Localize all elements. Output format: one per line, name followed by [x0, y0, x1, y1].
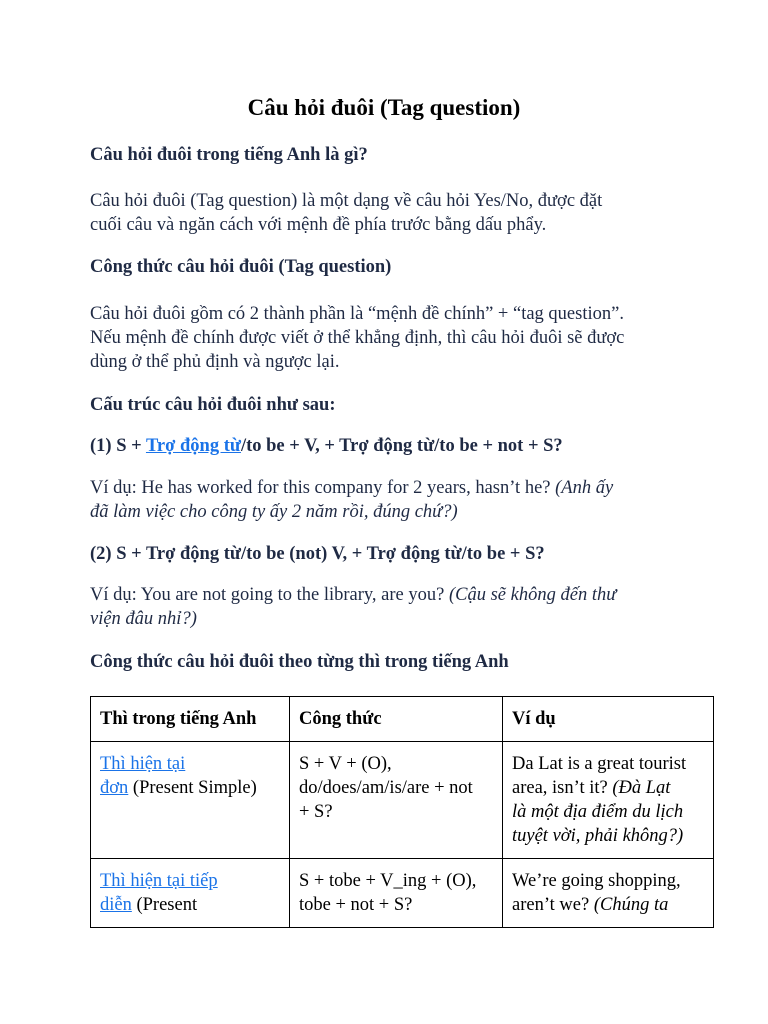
present-continuous-link-part-1: Thì hiện tại tiếp	[100, 871, 218, 891]
structure-2: (2) S + Trợ động từ/to be (not) V, + Trợ động từ/to be + S?	[90, 544, 545, 564]
header-formula: Công thức	[290, 697, 503, 742]
paragraph-formula	[90, 302, 690, 374]
example-2-translation-part-2: viện đâu nhỉ?)	[90, 609, 197, 629]
paragraph-what-is-line-1: Câu hỏi đuôi (Tag question) là một dạng về câu hỏi Yes/No, được đặt	[90, 191, 603, 211]
tense-english-name: (Present Simple)	[128, 778, 257, 798]
example-line: area, isn’t it?	[512, 778, 613, 798]
formula-line: do/does/am/is/are + not	[299, 778, 473, 798]
table-header-row	[91, 697, 714, 742]
present-continuous-link-part-2: diễn	[100, 895, 132, 915]
example-2-translation-part-1: (Cậu sẽ không đến thư	[448, 585, 617, 605]
tense-english-name: (Present	[131, 895, 198, 915]
example-translation: tuyệt vời, phải không?)	[512, 826, 684, 846]
cell-example	[503, 742, 714, 859]
example-line: We’re going shopping,	[512, 871, 681, 891]
table-row	[91, 742, 714, 859]
paragraph-what-is	[90, 189, 690, 237]
example-line: Da Lat is a great tourist	[512, 754, 687, 774]
structure-1	[90, 434, 690, 458]
heading-structure: Cấu trúc câu hỏi đuôi như sau:	[90, 395, 336, 415]
header-example: Ví dụ	[503, 697, 714, 742]
example-translation: là một địa điểm du lịch	[512, 802, 684, 822]
present-simple-link-part-2: đơn	[100, 778, 129, 798]
example-2-text: Ví dụ: You are not going to the library, are you?	[90, 585, 449, 605]
example-translation: (Chúng ta	[593, 895, 669, 915]
cell-example	[503, 859, 714, 928]
example-1-translation-part-1: (Anh ấy	[555, 478, 614, 498]
cell-formula	[290, 859, 503, 928]
formula-line: + S?	[299, 802, 333, 822]
paragraph-formula-line-3: dùng ở thể phủ định và ngược lại.	[90, 352, 340, 372]
structure-1-suffix: /to be + V, + Trợ động từ/to be + not + S?	[240, 436, 563, 456]
example-1-text: Ví dụ: He has worked for this company for 2 years, hasn’t he?	[90, 478, 556, 498]
tense-table	[90, 696, 714, 928]
structure-1-prefix: (1) S +	[90, 436, 146, 456]
table-row	[91, 859, 714, 928]
example-translation: (Đà Lạt	[612, 778, 671, 798]
cell-tense	[91, 742, 290, 859]
formula-line: tobe + not + S?	[299, 895, 413, 915]
cell-tense	[91, 859, 290, 928]
heading-what-is: Câu hỏi đuôi trong tiếng Anh là gì?	[90, 145, 368, 165]
heading-formula: Công thức câu hỏi đuôi (Tag question)	[90, 257, 392, 277]
example-1	[90, 476, 690, 524]
auxiliary-verb-link[interactable]: Trợ động từ	[145, 436, 241, 456]
paragraph-formula-line-1: Câu hỏi đuôi gồm có 2 thành phần là “mệnh đề chính” + “tag question”.	[90, 304, 624, 324]
present-simple-link-part-1: Thì hiện tại	[100, 754, 186, 774]
header-tense: Thì trong tiếng Anh	[91, 697, 290, 742]
example-2	[90, 583, 690, 631]
paragraph-formula-line-2: Nếu mệnh đề chính được viết ở thể khẳng định, thì câu hỏi đuôi sẽ được	[90, 328, 625, 348]
example-1-translation-part-2: đã làm việc cho công ty ấy 2 năm rồi, đúng chứ?)	[90, 502, 458, 522]
paragraph-what-is-line-2: cuối câu và ngăn cách với mệnh đề phía trước bằng dấu phẩy.	[90, 215, 547, 235]
cell-formula	[290, 742, 503, 859]
formula-line: S + tobe + V_ing + (O),	[299, 871, 477, 891]
example-line: aren’t we?	[512, 895, 594, 915]
heading-by-tense: Công thức câu hỏi đuôi theo từng thì trong tiếng Anh	[90, 652, 509, 672]
page-title: Câu hỏi đuôi (Tag question)	[247, 95, 521, 120]
formula-line: S + V + (O),	[299, 754, 392, 774]
